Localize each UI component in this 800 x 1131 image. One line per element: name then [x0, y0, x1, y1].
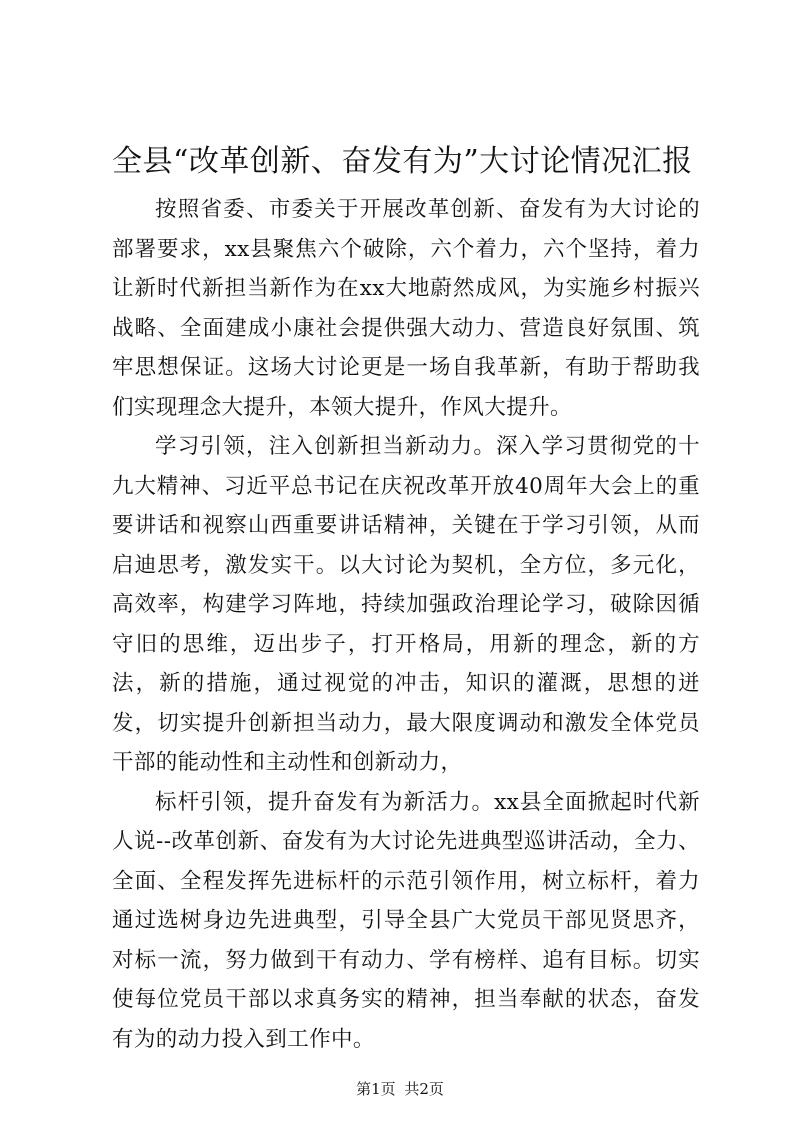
paragraph-intro: 按照省委、市委关于开展改革创新、奋发有为大讨论的部署要求，xx县聚焦六个破除，六个着力，六个坚持，着力让新时代新担当新作为在xx大地蔚然成风，为实施乡村振兴战略、全面建成小康社会提供强大动力、营造良好氛围、筑牢思想保证。这场大讨论更是一场自我革新，有助于帮助我们实现理念大提升，本领大提升，作风大提升。 — [112, 197, 700, 420]
paragraph-benchmark-leading: 标杆引领，提升奋发有为新活力。xx县全面掀起时代新人说--改革创新、奋发有为大讨论先进典型巡讲活动，全力、全面、全程发挥先进标杆的示范引领作用，树立标杆，着力通过选树身边先进典型，引导全县广大党员干部见贤思齐，对标一流，努力做到干有动力、学有榜样、追有目标。切实使每位党员干部以求真务实的精神，担当奉献的状态，奋发有为的动力投入到工作中。 — [112, 789, 700, 1052]
page-number: 第1页 — [356, 1080, 396, 1098]
document-title: 全县“改革创新、奋发有为”大讨论情况汇报 — [112, 144, 693, 179]
page-footer — [0, 1079, 800, 1099]
paragraph-study-leading: 学习引领，注入创新担当新动力。深入学习贯彻党的十九大精神、习近平总书记在庆祝改革开放40周年大会上的重要讲话和视察山西重要讲话精神，关键在于学习引领，从而启迪思考，激发实干。以大讨论为契机，全方位，多元化，高效率，构建学习阵地，持续加强政治理论学习，破除因循守旧的思维，迈出步子，打开格局，用新的理念，新的方法，新的措施，通过视觉的冲击，知识的灌溉，思想的迸发，切实提升创新担当动力，最大限度调动和激发全体党员干部的能动性和主动性和创新动力， — [112, 434, 700, 775]
page-total: 共2页 — [404, 1080, 444, 1098]
document-body — [112, 190, 700, 1059]
